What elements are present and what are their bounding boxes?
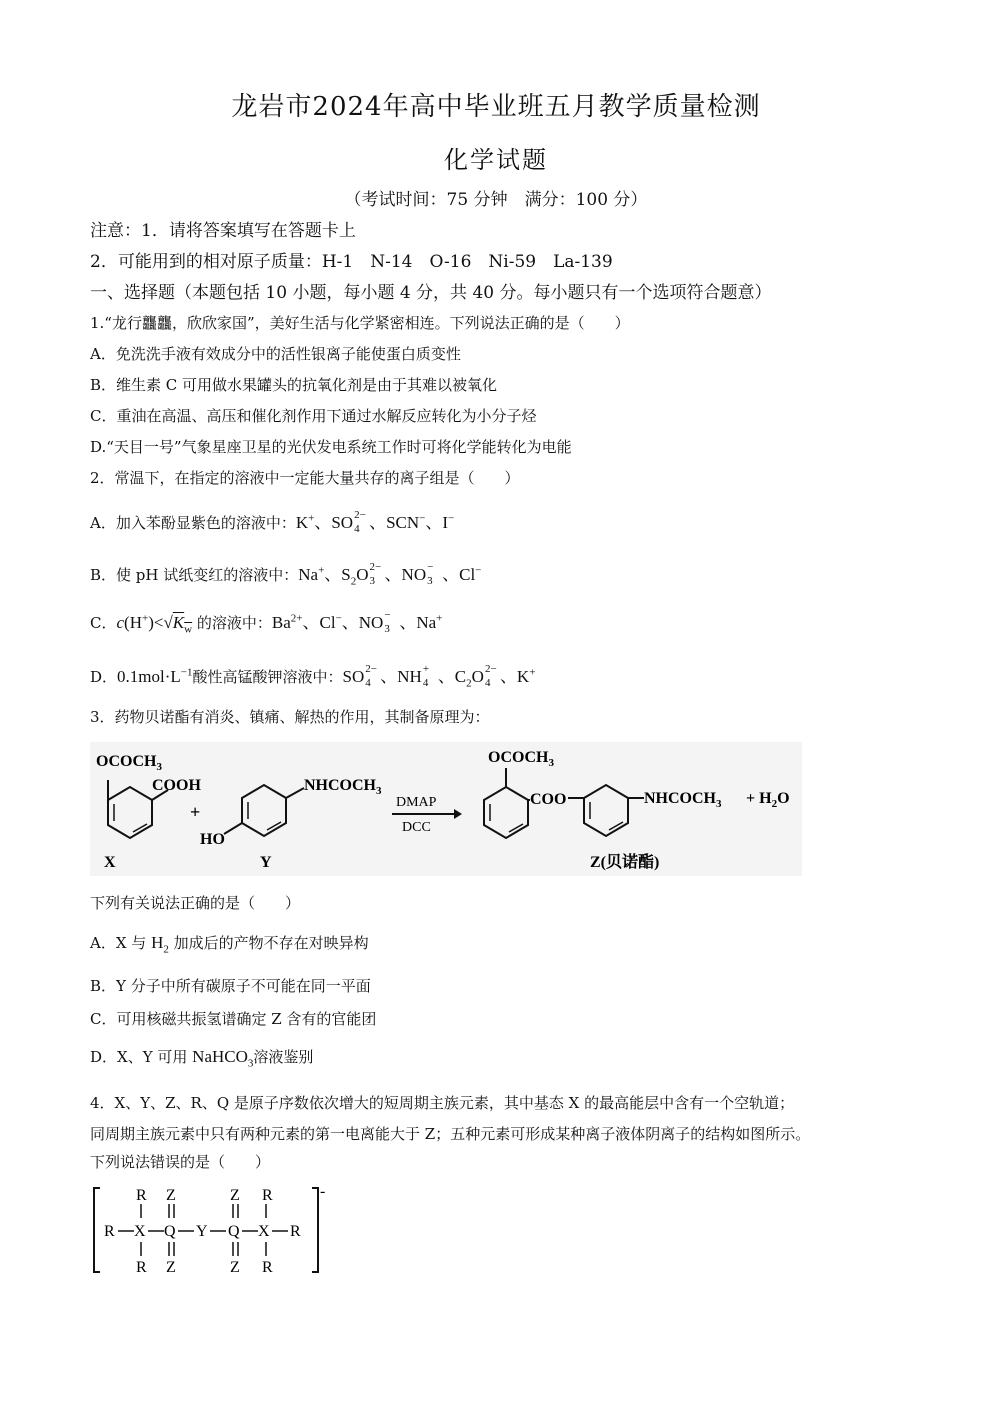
atom-z-top-left: Z <box>166 1187 176 1204</box>
q3-stem: 3．药物贝诺酯有消炎、镇痛、解热的作用，其制备原理为： <box>90 708 490 726</box>
atom-y: Y <box>196 1223 208 1240</box>
q4-line-2: 同周期主族元素中只有两种元素的第一电离能大于 Z；五种元素可形成某种离子液体阴离子的结构如图所示。 <box>90 1125 811 1143</box>
q4-line-1: 4．X、Y、Z、R、Q 是原子序数依次增大的短周期主族元素，其中基态 X 的最高能层中含有一个空轨道； <box>90 1094 795 1112</box>
atom-r-right: R <box>290 1223 301 1240</box>
q3-option-c: C．可用核磁共振氢谱确定 Z 含有的官能团 <box>90 1010 377 1028</box>
atom-x-left: X <box>134 1223 146 1240</box>
z-nhcoch3: $NHCOCH_3$ <box>644 790 722 810</box>
y-label: Y <box>260 854 272 871</box>
plus-sign: + <box>190 802 201 822</box>
q1-stem: 1.“龙行龘龘，欣欣家国”，美好生活与化学紧密相连。下列说法正确的是（ ） <box>90 314 630 332</box>
atom-r-left: R <box>104 1223 115 1240</box>
q2-option-b: B．使 pH 试纸变红的溶液中：Na+、$S_2O$ 2− 3 、NO − 3 、Cl− <box>90 561 482 588</box>
atom-r-bottom-left: R <box>136 1259 147 1276</box>
q1-option-d: D.“天目一号”气象星座卫星的光伏发电系统工作时可将化学能转化为电能 <box>90 438 572 456</box>
atom-r-bottom-right: R <box>262 1259 273 1276</box>
exam-info: （考试时间：75 分钟 满分：100 分） <box>344 190 648 210</box>
q2-option-d: D．$0.1mol\cdot L^{-1}$酸性高锰酸钾溶液中：SO 2− 4 、NH + 4 、$C_2O$ 2− 4 、K+ <box>90 663 536 690</box>
atom-z-bottom-right: Z <box>230 1259 240 1276</box>
q3-option-a: A．X 与 $H_2$ 加成后的产物不存在对映异构 <box>90 933 369 956</box>
atom-q-left: Q <box>164 1223 176 1240</box>
atom-x-right: X <box>258 1223 270 1240</box>
atom-r-top-right: R <box>262 1187 273 1204</box>
q3-option-d: D．X、Y 可用 NaHCO$_3$溶液鉴别 <box>90 1047 314 1070</box>
atom-z-bottom-left: Z <box>166 1259 176 1276</box>
page-title: 龙岩市2024年高中毕业班五月教学质量检测 <box>231 92 761 122</box>
q2-stem: 2．常温下，在指定的溶液中一定能大量共存的离子组是（ ） <box>90 469 520 487</box>
q3-option-b: B．Y 分子中所有碳原子不可能在同一平面 <box>90 977 371 995</box>
reaction-scheme <box>90 742 802 876</box>
atom-r-top-left: R <box>136 1187 147 1204</box>
note-2: 2．可能用到的相对原子质量：H-1 N-14 O-16 Ni-59 La-139 <box>90 252 613 272</box>
q4-line-3: 下列说法错误的是（ ） <box>90 1153 271 1171</box>
z-coo: COO <box>530 791 567 808</box>
x-ococh3: $OCOCH_3$ <box>96 753 162 773</box>
q1-option-c: C．重油在高温、高压和催化剂作用下通过水解反应转化为小分子烃 <box>90 407 537 425</box>
y-ho: HO <box>200 831 225 848</box>
q1-option-a: A．免洗洗手液有效成分中的活性银离子能使蛋白质变性 <box>90 345 461 363</box>
subject-title: 化学试题 <box>444 146 548 174</box>
q1-option-b: B．维生素 C 可用做水果罐头的抗氧化剂是由于其难以被氧化 <box>90 376 498 394</box>
cond-dmap: DMAP <box>396 795 437 810</box>
atom-q-right: Q <box>228 1223 240 1240</box>
x-label: X <box>104 854 116 871</box>
z-ococh3: $OCOCH_3$ <box>488 749 554 769</box>
q2-option-c: C．$c(H^+)<√K_w$ 的溶液中：$Ba^{2+}$、Cl−、NO − 3 、Na+ <box>90 609 443 636</box>
anion-charge: - <box>320 1183 326 1200</box>
q3-lead: 下列有关说法正确的是（ ） <box>90 894 301 912</box>
z-label: Z(贝诺酯) <box>590 854 660 871</box>
note-1: 注意：1．请将答案填写在答题卡上 <box>90 221 356 241</box>
q2-option-a: A．加入苯酚显紫色的溶液中：K+、SO 2− 4 、SCN−、I− <box>90 509 455 536</box>
cond-dcc: DCC <box>402 820 431 835</box>
section-heading: 一、选择题（本题包括 10 小题，每小题 4 分，共 40 分。每小题只有一个选项符合题意） <box>90 283 772 303</box>
anion-structure <box>90 1180 330 1280</box>
y-nhcoch3: $NHCOCH_3$ <box>304 777 382 797</box>
atom-z-top-right: Z <box>230 1187 240 1204</box>
water: + $H_2O$ <box>746 790 790 810</box>
x-cooh: COOH <box>152 777 201 794</box>
